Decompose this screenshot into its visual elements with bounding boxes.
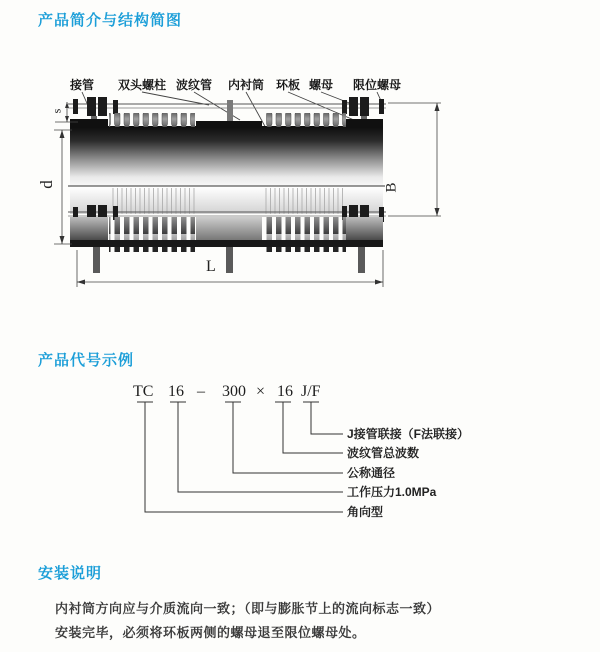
dim-label-s: s — [49, 108, 64, 114]
joint-body-top — [68, 113, 385, 186]
callout-working-pressure: 工作压力1.0MPa — [347, 485, 437, 499]
code-token-pressure: 16 — [168, 383, 184, 400]
label-inner-liner: 内衬筒 — [228, 78, 265, 92]
bellows-top-left — [109, 113, 195, 127]
label-double-head-stud: 双头螺柱 — [118, 78, 167, 92]
bellows-bottom-left — [109, 217, 195, 243]
bellows-top-right — [263, 113, 346, 127]
dim-label-L: L — [206, 258, 216, 275]
joint-body-bottom — [68, 187, 386, 273]
section-heading-code-example: 产品代号示例 — [38, 352, 135, 369]
label-limit-nut: 限位螺母 — [353, 78, 402, 92]
section-heading-intro: 产品简介与结构简图 — [38, 12, 183, 29]
label-bellows: 波纹管 — [176, 78, 213, 92]
label-nut: 螺母 — [309, 78, 334, 92]
label-ring-plate: 环板 — [276, 78, 301, 92]
install-note-line: 安装完毕，必须将环板两侧的螺母退至限位螺母处。 — [55, 625, 366, 640]
label-connecting-pipe: 接管 — [70, 78, 95, 92]
section-heading-install: 安装说明 — [38, 565, 103, 582]
code-token-type: TC — [133, 383, 154, 400]
code-token-diameter: 300 — [222, 383, 246, 400]
code-fork-lines — [137, 402, 343, 512]
code-token-dash: – — [197, 383, 205, 400]
code-token-times: × — [256, 383, 266, 400]
dim-label-d: d — [36, 180, 56, 189]
callout-angular-type: 角向型 — [347, 505, 384, 519]
code-token-connection: J/F — [301, 383, 321, 400]
install-note-line: 内衬筒方向应与介质流向一致；（即与膨胀节上的流向标志一致） — [55, 601, 441, 616]
callout-wave-count: 波纹管总波数 — [347, 446, 420, 460]
callout-connection-type: J接管联接（F法联接） — [347, 427, 470, 441]
dim-label-B: B — [383, 182, 400, 193]
bellows-bottom-right — [263, 217, 346, 243]
callout-nominal-diameter: 公称通径 — [347, 466, 396, 480]
code-token-waves: 16 — [277, 383, 293, 400]
